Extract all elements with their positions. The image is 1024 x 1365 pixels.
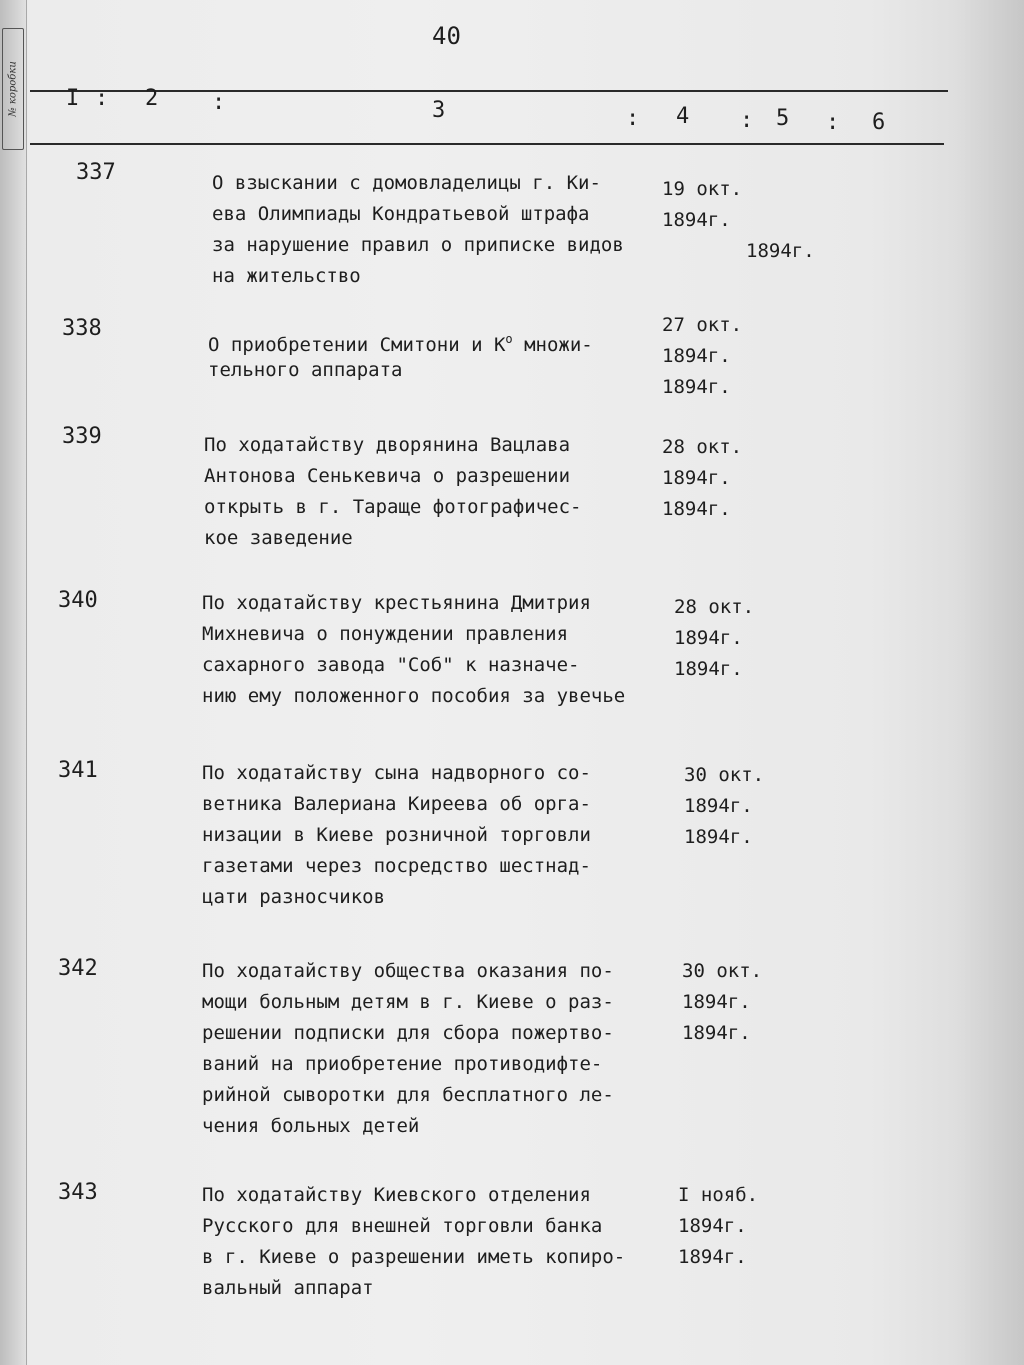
page-number: 40 <box>432 22 461 50</box>
record-description <box>202 588 625 712</box>
description-line: сахарного завода "Соб" к назначе- <box>202 654 580 676</box>
description-line: По ходатайству сына надворного со- <box>202 762 591 784</box>
record-description <box>208 324 593 386</box>
description-line: газетами через посредство шестнад- <box>202 855 591 877</box>
record-dates <box>662 432 742 525</box>
start-date: 28 окт. <box>662 436 743 458</box>
header-col-4: 4 <box>676 104 690 129</box>
start-date: 27 окт. <box>662 314 743 336</box>
header-sep: : <box>740 108 754 133</box>
record-dates <box>662 310 742 403</box>
description-line: чения больных детей <box>202 1115 420 1137</box>
start-year: 1894г. <box>662 209 731 231</box>
start-year: 1894г. <box>678 1215 747 1237</box>
description-line: в г. Киеве о разрешении иметь копиро- <box>202 1246 626 1268</box>
header-col-2: 2 <box>145 86 159 111</box>
description-line: Михневича о понуждении правления <box>202 623 569 645</box>
start-year: 1894г. <box>684 795 753 817</box>
record-dates <box>662 174 815 267</box>
description-line: открыть в г. Тараще фотографичес- <box>204 496 582 518</box>
start-year: 1894г. <box>662 467 731 489</box>
header-col-6: 6 <box>872 110 886 135</box>
header-sep: : <box>826 110 840 135</box>
page-edge-shadow <box>954 0 1024 1365</box>
record-number: 341 <box>58 758 98 783</box>
description-line: Русского для внешней торговли банка <box>202 1215 603 1237</box>
binding-strip <box>0 0 27 1365</box>
record-dates <box>674 592 754 685</box>
header-sep: : <box>95 86 109 111</box>
record-description <box>204 430 582 554</box>
description-line: мощи больным детям в г. Киеве о раз- <box>202 991 614 1013</box>
description-line: кое заведение <box>204 527 353 549</box>
end-year: 1894г. <box>662 498 731 520</box>
record-number: 337 <box>76 160 116 185</box>
description-line: решении подписки для сбора пожертво- <box>202 1022 614 1044</box>
start-year: 1894г. <box>674 627 743 649</box>
end-year: 1894г. <box>746 240 815 262</box>
record-dates <box>678 1180 758 1273</box>
description-line: рийной сыворотки для бесплатного ле- <box>202 1084 614 1106</box>
start-date: 30 окт. <box>682 960 763 982</box>
header-sep: : <box>212 90 226 115</box>
description-line: на жительство <box>212 265 361 287</box>
end-year: 1894г. <box>684 826 753 848</box>
record-description <box>202 1180 625 1304</box>
description-line: По ходатайству общества оказания по- <box>202 960 614 982</box>
description-line: низации в Киеве розничной торговли <box>202 824 591 846</box>
record-dates <box>682 956 762 1049</box>
description-line: По ходатайству Киевского отделения <box>202 1184 591 1206</box>
description-line: ветника Валериана Киреева об орга- <box>202 793 591 815</box>
start-date: I нояб. <box>678 1184 759 1206</box>
superscript: о <box>505 332 513 346</box>
header-top-rule <box>30 90 948 92</box>
stamp-label: № коробки <box>7 61 19 117</box>
description-line: тельного аппарата <box>208 359 403 381</box>
end-year: 1894г. <box>682 1022 751 1044</box>
description-line: вальный аппарат <box>202 1277 374 1299</box>
description-line: цати разносчиков <box>202 886 386 908</box>
description-line-tail: множи- <box>512 334 593 356</box>
box-number-stamp <box>2 28 24 150</box>
start-year: 1894г. <box>662 345 731 367</box>
header-sep: : <box>626 106 640 131</box>
header-col-5: 5 <box>776 106 790 131</box>
record-number: 340 <box>58 588 98 613</box>
description-line: По ходатайству дворянина Вацлава <box>204 434 571 456</box>
record-description <box>202 956 614 1142</box>
record-dates <box>684 760 764 853</box>
header-col-3: 3 <box>432 98 446 123</box>
description-line: По ходатайству крестьянина Дмитрия <box>202 592 591 614</box>
record-description <box>212 168 624 292</box>
start-year: 1894г. <box>682 991 751 1013</box>
end-year: 1894г. <box>662 376 731 398</box>
record-description <box>202 758 591 913</box>
start-date: 28 окт. <box>674 596 755 618</box>
description-line: Антонова Сенькевича о разрешении <box>204 465 571 487</box>
description-line <box>208 324 593 355</box>
start-date: 19 окт. <box>662 178 743 200</box>
record-number: 342 <box>58 956 98 981</box>
start-date: 30 окт. <box>684 764 765 786</box>
end-year: 1894г. <box>674 658 743 680</box>
record-number: 343 <box>58 1180 98 1205</box>
description-line: за нарушение правил о приписке видов <box>212 234 624 256</box>
description-line: ева Олимпиады Кондратьевой штрафа <box>212 203 590 225</box>
record-number: 338 <box>62 316 102 341</box>
description-line-start: О приобретении Смитони и К <box>208 334 506 356</box>
description-line: нию ему положенного пособия за увечье <box>202 685 626 707</box>
description-line: О взыскании с домовладелицы г. Ки- <box>212 172 601 194</box>
header-col-1: I <box>66 86 80 111</box>
record-number: 339 <box>62 424 102 449</box>
description-line: ваний на приобретение противодифте- <box>202 1053 603 1075</box>
header-bottom-rule <box>30 143 944 145</box>
end-year: 1894г. <box>678 1246 747 1268</box>
